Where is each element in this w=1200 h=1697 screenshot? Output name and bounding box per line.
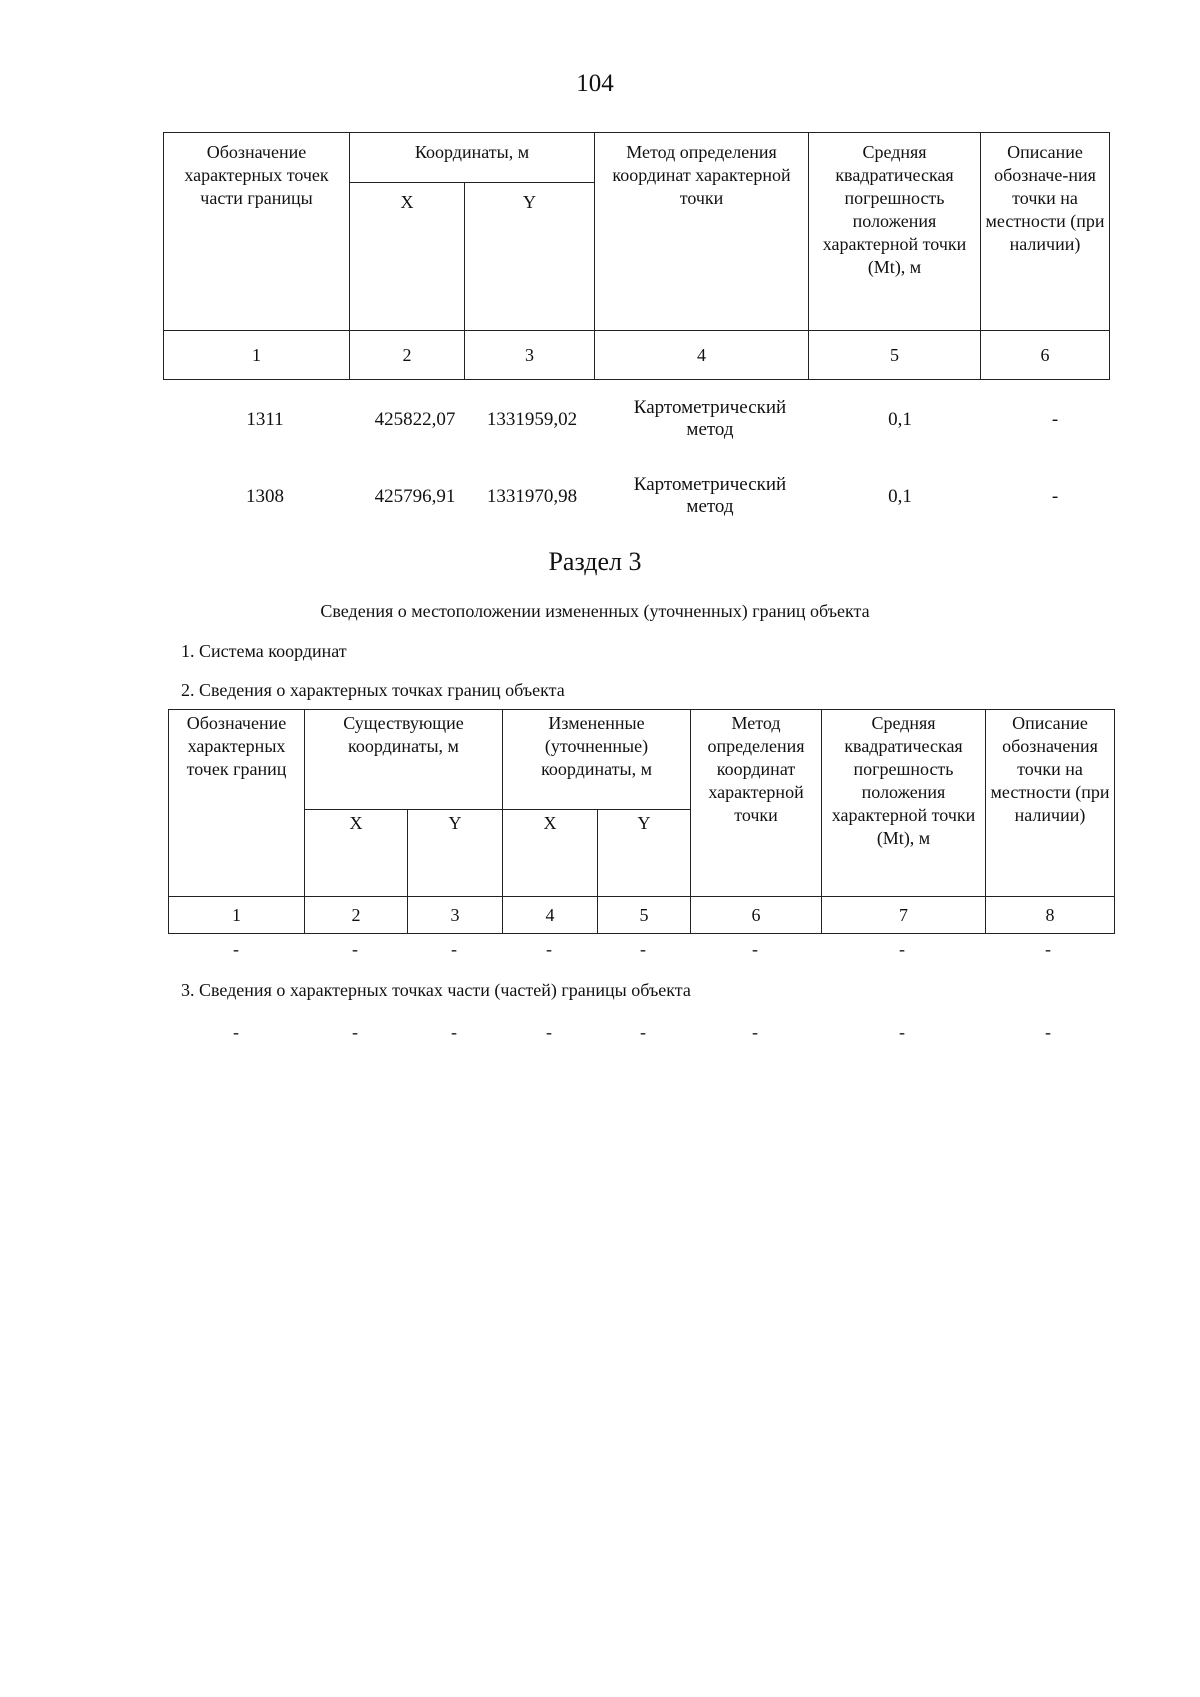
- dash-cell: -: [899, 1022, 905, 1042]
- t1-method: Картометрический метод: [633, 474, 787, 517]
- t2-header-existing-x: X: [305, 810, 408, 897]
- t2-col-number: 1: [169, 897, 305, 934]
- dash-cell: -: [546, 1022, 552, 1042]
- t1-header-desc: Описание обозначе-ния точки на местности (при наличии): [981, 133, 1110, 331]
- t1-x: 425822,07: [374, 409, 456, 430]
- section-title: Раздел 3: [548, 547, 642, 576]
- t1-method: Картометрический метод: [633, 397, 787, 440]
- t1-col-number: 5: [809, 331, 981, 380]
- dash-cell: -: [899, 939, 905, 959]
- dash-cell: -: [352, 1022, 358, 1042]
- t1-x: 425796,91: [374, 486, 456, 507]
- t2-header-mt: Средняя квадратическая погрешность положения характерной точки (Mt), м: [822, 710, 986, 897]
- t2-header-method: Метод определения координат характерной точки: [691, 710, 822, 897]
- t1-header-x: X: [350, 183, 465, 331]
- dash-cell: -: [352, 939, 358, 959]
- t1-point: 1311: [246, 409, 284, 430]
- t2-col-number: 4: [503, 897, 598, 934]
- t1-y: 1331970,98: [486, 486, 578, 507]
- t2-col-number: 7: [822, 897, 986, 934]
- dash-cell: -: [233, 1022, 239, 1042]
- item-boundary-points: 2. Сведения о характерных точках границ объекта: [181, 680, 565, 700]
- t1-col-number: 1: [164, 331, 350, 380]
- page-number: 104: [576, 70, 614, 97]
- dash-cell: -: [640, 1022, 646, 1042]
- t2-col-number: 5: [598, 897, 691, 934]
- table1-header: [163, 132, 1110, 380]
- t2-header-changed: Измененные (уточненные) координаты, м: [503, 710, 691, 810]
- t2-col-number: 6: [691, 897, 822, 934]
- dash-cell: -: [752, 1022, 758, 1042]
- t1-desc: -: [1051, 486, 1059, 507]
- t2-col-number: 3: [408, 897, 503, 934]
- t1-header-point: Обозначение характерных точек части границы: [164, 133, 350, 331]
- dash-cell: -: [451, 939, 457, 959]
- table2: [168, 709, 1115, 934]
- t1-col-number: 3: [465, 331, 595, 380]
- t1-desc: -: [1051, 409, 1059, 430]
- t1-y: 1331959,02: [486, 409, 578, 430]
- t1-header-coords: Координаты, м: [350, 133, 595, 183]
- t1-col-number: 2: [350, 331, 465, 380]
- t2-header-changed-y: Y: [598, 810, 691, 897]
- dash-cell: -: [752, 939, 758, 959]
- t2-col-number: 2: [305, 897, 408, 934]
- t1-col-number: 6: [981, 331, 1110, 380]
- t2-header-existing: Существующие координаты, м: [305, 710, 503, 810]
- t1-mt: 0,1: [888, 409, 912, 430]
- t2-header-existing-y: Y: [408, 810, 503, 897]
- dash-cell: -: [451, 1022, 457, 1042]
- t2-col-number: 8: [986, 897, 1115, 934]
- item-part-boundary-points: 3. Сведения о характерных точках части (частей) границы объекта: [181, 980, 691, 1000]
- dash-cell: -: [1045, 939, 1051, 959]
- dash-cell: -: [640, 939, 646, 959]
- t1-header-method: Метод определения координат характерной точки: [595, 133, 809, 331]
- item-coordinate-system: 1. Система координат: [181, 641, 347, 661]
- t2-header-desc: Описание обозначения точки на местности (при наличии): [986, 710, 1115, 897]
- t1-point: 1308: [246, 486, 284, 507]
- section-subtitle: Сведения о местоположении измененных (уточненных) границ объекта: [320, 601, 870, 621]
- t2-header-point: Обозначение характерных точек границ: [169, 710, 305, 897]
- t1-header-y: Y: [465, 183, 595, 331]
- t2-header-changed-x: X: [503, 810, 598, 897]
- t1-header-mt: Средняя квадратическая погрешность положения характерной точки (Mt), м: [809, 133, 981, 331]
- dash-cell: -: [233, 939, 239, 959]
- t1-mt: 0,1: [888, 486, 912, 507]
- t1-col-number: 4: [595, 331, 809, 380]
- dash-cell: -: [546, 939, 552, 959]
- dash-cell: -: [1045, 1022, 1051, 1042]
